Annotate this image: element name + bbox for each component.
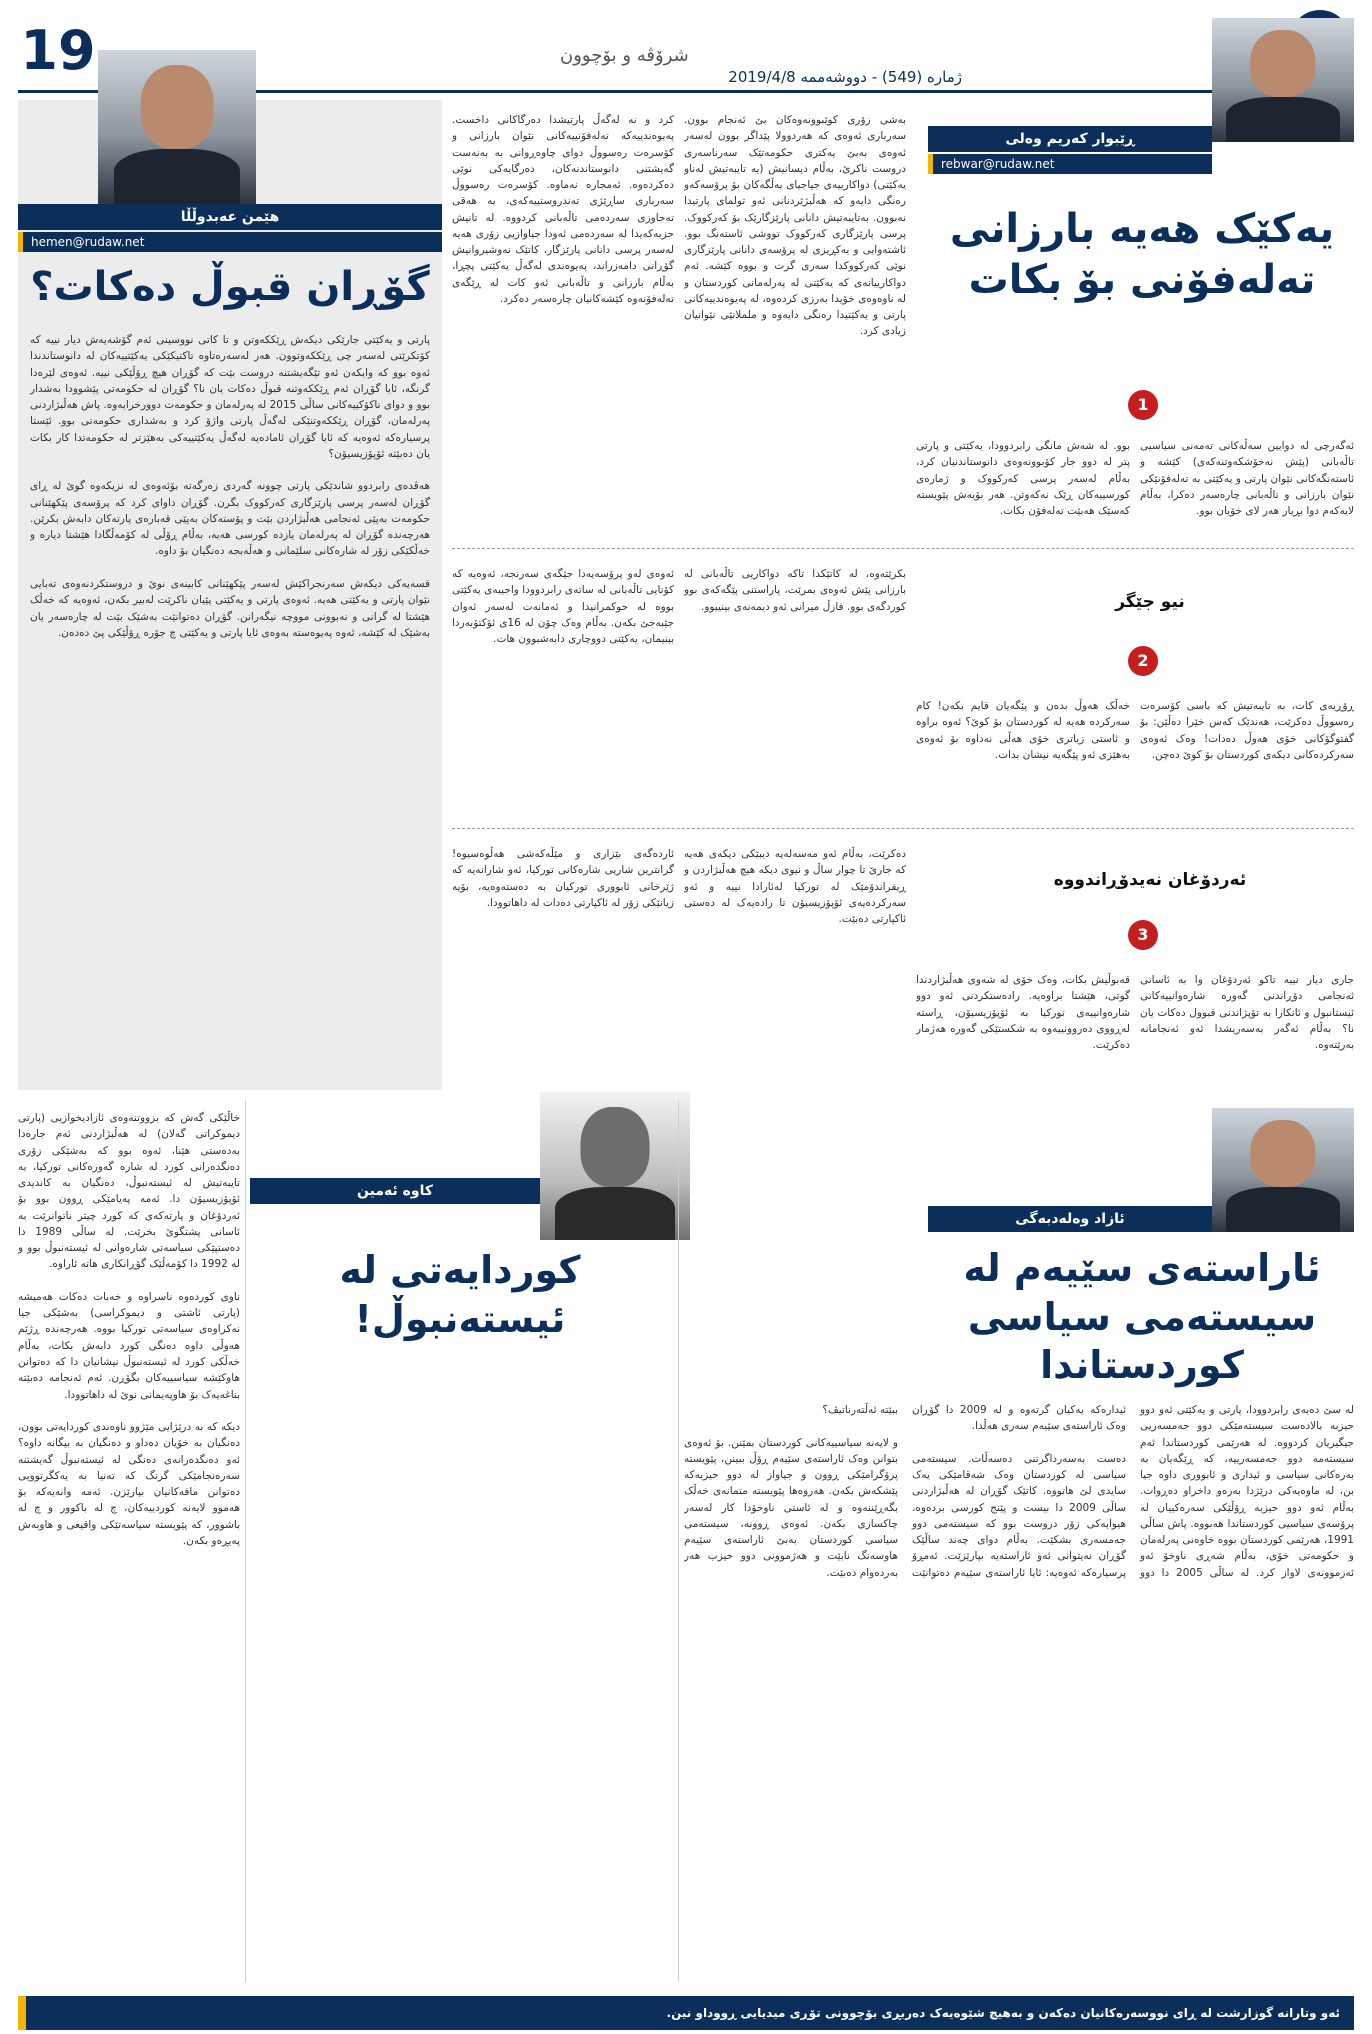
column-rule xyxy=(245,1100,246,1982)
article3-body-top xyxy=(684,1108,916,1392)
section-badge-1: 1 xyxy=(1128,390,1158,420)
article1-col-b: کرد و نە لەگەڵ پارتیشدا دەرگاکانی داخست. پەیوەندییەکە تەلەفۆنییەکانی نێوان بارزانی و کۆسرەت رەسووڵ دوای چاوەڕوانی بە بەنەست گەیشتنی دانوستاندنەکان، دەرگایەکی نوێی دەکردەوە. ئەمجارە نەماوە. کۆسرەت رەسووڵ سەرباری ساڕێژی تەندروستییەکەی، بە هەقی تەجاوزی سەردەمی تاڵەبانی کردووە. لە تانیش حزبەکەیدا لە سەردەمی ئەودا جیاوازیی زۆری هەیە لەسەر پرسی دانانی پارێزگار، کاتێک نەوشیروانیش گۆڕانی دامەزراند، پەیوەندی لەگەڵ یەکێتی پچڕا، بەڵام بارزانی و تاڵەبانی ئەو کات لە ڕێگەی تەلەفۆنەوە کێشەکانیان چارەسەر دەکرد. xyxy=(452,114,674,305)
article3-headline: ئاراستەی سێیەم لە سیستەمی سیاسی کوردستاندا xyxy=(963,1246,1321,1388)
author-photo-rebwar xyxy=(1212,18,1354,142)
article2-headline: گۆڕان قبوڵ دەکات؟ xyxy=(30,264,430,310)
article1-lead-left: بوو. لە شەش مانگی رابردوودا، یەکێتی و پارتی پتر لە دوو جار کۆبوونەوەی دانوستاندنیان کرد، بەڵام لەسەر پرسی کەرکووک و ژمارەی کورسییەکان ڕێک نەکەوتن. هەر بۆیەش پێویستە کەسێک هەبێت تەلەفۆن بکات. xyxy=(916,440,1130,518)
page-number: 19 xyxy=(18,22,98,80)
photo-torso xyxy=(1226,97,1340,142)
article3-body: لە سێ دەیەی رابردوودا، پارتی و یەکێتی ئەو دوو حیزبە بالادەست سیستەمێکی دوو جەمسەریی جیگیریان کردووە. لە هەرێمی کوردستاندا ئەم سیستەمە دوو جەمسەرییە، کە ڕێگەیان بە بەرەکانی سیاسی و ئیداری و ئابووری داوە جیا بن، لە ماوەیەکی درێژدا بەرەو داخراو دەڕوات. بەڵام ئەو دوو حیزبە ڕۆڵێکی سەرەکییان لە پرۆسەی سیاسیی کوردستاندا هەبووە. پاش ساڵی 1991، هەرێمی کوردستان بووە خاوەنی پەرلەمان و حکومەتی خۆی، بەڵام شەڕی ناوخۆ ئەو ئەزموونەی لاواز کرد. لە ساڵی 2005 دا دوو ئیدارەکە یەکیان گرتەوە و لە 2009 دا گۆڕان وەک ئاراستەی سێیەم سەری هەڵدا. دەست بەسەرداگرتنی دەسەڵات. سیستەمی سیاسی لە کوردستان وەک شەقامێکی یەک سایدی لێ هاتووە. کاتێک گۆڕان لە هەڵبژاردنی ساڵی 2009 دا بیست و پێنج کورسی بردەوە، هیوایەکی زۆر دروست بوو کە سیستەمی دوو جەمسەری بشکێت. بەڵام دوای چەند ساڵێک گۆڕان نەیتوانی ئەو ئاراستەیە بپارێزێت. ئەمڕۆ پرسیارەکە ئەوەیە: ئایا ئاراستەی سێیەم دەتوانێت ببێتە ئەڵتەرناتیڤ؟ و لایەنە سیاسییەکانی کوردستان بمێنن. بۆ ئەوەی بتوانن وەک ئاراستەی سێیەم ڕۆڵ ببینن، پێویستە پرۆگرامێکی ڕوون و جیاواز لە دوو حیزبەکە پێشکەش بکەن. هەروەها پێویستە متمانەی خەڵک بگەڕێننەوە و لە ئاستی ناوخۆدا کار لەسەر چاکسازی بکەن. ئەوەی ڕوونە، سیستەمی سیاسی کوردستان بەبێ ئاراستەی سێیەم هاوسەنگ نابێت و هەژموونی دوو حیزب هەر بەردەوام دەبێت. xyxy=(684,1404,1354,1579)
article1-lead-right: ئەگەرچی لە دوایین سەڵەکانی تەمەنی سیاسیی تاڵەبانی (پێش نەخۆشکەوتنەکەی) کێشە و ئاستەنگەکانی نێوان پارتی و یەکێتی بە تەلەفۆنێکی نێوان بارزانی و تاڵەبانی چارەسەر دەکرا، بەڵام لایەکەم دوا بڕیار هەر لای خۆیان بوو. xyxy=(1140,440,1354,518)
sub3-mid-text: قەبوڵیش بکات، وەک خۆی لە شەوی هەڵبژاردندا گوتی، هێشتا براوەیە. رادەستکردنی ئەو دوو شارەوانییەی تورکیا بە ئۆپۆزیسیۆن، ڕاستە لەڕووی دەروونییەوە بە شکستێکی گەورە هەژمار دەکرێت. xyxy=(916,974,1130,1052)
author-name-bar: ئازاد وەلەدبەگی xyxy=(928,1206,1212,1232)
footer-accent xyxy=(18,1996,26,2030)
section-title: شرۆڤە و بۆچوون xyxy=(560,45,689,66)
photo-head xyxy=(1250,30,1315,97)
sub3-right-text: جاری دیار نییە تاکو ئەردۆغان وا بە ئاسانی ئەنجامی دۆڕاندنی گەورە شارەوانییەکانی ئیستانبول و ئانکارا بە تۆپژاندنی قبوول دەکات یان نا؟ بەڵام ئەگەر بەسەریشدا ئەو ئەنجامانە بەرێتەوە. xyxy=(1140,974,1354,1052)
photo-head xyxy=(581,1107,650,1187)
photo-torso xyxy=(1226,1187,1340,1232)
divider-2 xyxy=(452,828,1354,829)
subhead-3: ئەردۆغان نەیدۆڕاندووە xyxy=(1053,870,1247,890)
author-name-bar: کاوە ئەمین xyxy=(250,1178,540,1204)
author-name-bar: هێمن عەبدوڵڵا xyxy=(18,204,442,230)
article2-body: پارتی و یەکێتی جارێکی دیکەش ڕێککەوتن و تا کاتی نووسینی ئەم گۆشەیەش دیار نییە کە کۆتکرێتی لەسەر چی ڕێککەوتوون. هەر لەسەرەتاوە تاکتیکێکی یەکێتییەکان لە دانوستاندندا ئەوە بوو کە وایکەن ئەو تێگەیشتنە دروست بێت کە گۆڕان هیچ ڕۆڵێکی نییە. ئەوەی لێرەدا گرنگە، ئایا گۆڕان ئەم ڕێککەوتنە قبوڵ دەکات یان نا؟ گۆڕان لە حکومەتی پێشوودا بەشدار بوو و دوای ناکۆکییەکانی ساڵی 2015 لە پەرلەمان و حکومەت دوورخرایەوە. پاش هەڵبژاردنی پەرلەمان، گۆڕان ڕێککەوتنێکی لەگەڵ پارتی واژۆ کرد و بەشداری حکومەتی بوو. ئێستا پرسیارەکە ئەوەیە کە ئایا گۆڕان ئامادەیە لەگەڵ یەکێتییەکی بەهێزتر لە حکومەتدا کار بکات یان دەبێتە ئۆپۆزیسیۆن؟ هەڤدەی رابردوو شاندێکی پارتی چوونە گەردی زەرگەتە بۆئەوەی لە نزیکەوە گوێ لە ڕای گۆڕان لەسەر پرسی پارێزگاری کەرکووک بگرن. گۆڕان داوای کرد کە پرۆسەی پێکهێنانی حکومەت بەپێی ئەنجامی هەڵبژاردن بێت و پۆستەکان بەپێی قەبارەی پارتەکان دابەش بکرێن. هەرچەندە گۆڕان لە پەرلەمان یازدە کورسی هەیە، بەڵام ڕۆڵی لە کۆمەڵگادا هێشتا دیارە و خەڵکێکی زۆر لە شارەکانی سلێمانی و هەڵەبجە دەنگیان بۆ داوە. قسەیەکی دیکەش سەرنجراکێش لەسەر پێکهێنانی کابینەی نوێ و دروستکردنەوەی تەبایی نێوان پارتی و یەکێتی هەیە. ئەوەی پارتی و یەکێتی پێیان ناکرێت لەبیر بکەن، ئەوەیە کە خەڵک هێشتا لە گرانی و نەبوونی مووچە نیگەرانن. گۆڕان دەتوانێت بەشێک بێت لە چارەسەر یان بەشێک لە کێشە، ئەوە پەیوەستە بەوەی ئایا پارتی و یەکێتی چ جۆرە ڕۆڵێکی پێ دەدەن. xyxy=(30,334,430,639)
issue-line: ژمارە (549) - دووشەممە 2019/4/8 xyxy=(728,68,962,86)
photo-head xyxy=(1250,1120,1315,1187)
sub2-col-b: ئەوەی لەو پرۆسەیەدا جێگەی سەرنجە، ئەوەیە کە کۆتایی تاڵەبانی لە ساتەی رابردوودا واجیبەی یەکێتی بووە لە حوکمرانیدا و ئەمانەت لەسەر ئەوان جێبەجێ بکەن. بەڵام وەک چۆن لە 16ی ئۆکتۆبەردا بینیمان، یەکێتی دووچاری دابەشبوون هات. xyxy=(452,568,674,646)
sub2-right-text: ڕۆڕیەی کات، بە تایبەتیش کە باسی کۆسرەت رەسووڵ دەکرێت، هەندێک کەس خێرا دەڵێن: بۆ گفتوگۆکانی خۆی هەوڵ دەدات! وەک ئەوەی سەرکردەکانی دیکەی کوردستان بۆ کوێ دەچن. xyxy=(1140,700,1354,761)
sub3-col-a: دەکرێت، بەڵام ئەو مەسەلەیە دیبێکی دیکەی هەیە کە جارێ تا چوار ساڵ و نیوی دیکە هیچ هەڵبژاردن و ڕیفراندۆمێک لە تورکیا لەئارادا نییە و ئەو سەرکردەیەی ئۆپۆزیسیۆن تا رادەیەک لە دەستی ئاکپارتی دەبێت. xyxy=(684,848,906,926)
author-email: hemen@rudaw.net xyxy=(18,232,442,252)
author-photo-kawa xyxy=(540,1092,690,1240)
article4-headline: کوردایەتی لە ئیستەنبوڵ! xyxy=(339,1248,581,1341)
column-rule xyxy=(678,1100,679,1982)
photo-torso xyxy=(555,1187,675,1240)
article4-body-b xyxy=(250,1306,674,1982)
photo-head xyxy=(141,65,214,148)
author-email: rebwar@rudaw.net xyxy=(928,154,1212,174)
divider-1 xyxy=(452,548,1354,549)
author-name-bar: ڕێبوار کەریم وەلی xyxy=(928,126,1212,152)
photo-torso xyxy=(114,149,240,204)
subhead-2: نیو جێگر xyxy=(1115,592,1185,612)
article4-body: خاڵێکی گەش کە بزووتنەوەی ئازادیخوازیی (پارتی دیموکراتی گەلان) لە هەڵبژاردنی ئەم جارەدا بەدەستی هێنا، ئەوە بوو کە بەشێکی زۆری دەنگدەرانی کورد لە شارە گەورەکانی تورکیا، بە تایبەتیش لە ئیستەنبوڵ، دەنگیان بە کاندیدی ئۆپۆزیسیۆن دا. ئەمە پەیامێکی ڕوون بوو بۆ ئەردۆغان و پارتەکەی کە کورد چیتر ناتوانرێت بە ئاسانی پشتگوێ بخرێت. لە ساڵی 1989 دا دەستپێکی سیاسەتی شارەوانی لە ئیستەنبوڵ بوو و لە 1992 دا کۆمەڵێک گۆڕانکاری هاتە ئاراوە. ناوی کوردەوە ناسراوە و خەبات دەکات هەمیشە (پارتی ئاشتی و دیموکراسی) بەشێکی جیا نەکراوەی سیاسەتی تورکیا بووە. هەرچەندە ڕژێم هەوڵی داوە دەنگی کورد دابەش بکات، بەڵام خەڵکی کورد لە ئیستەنبوڵ نیشانیان دا کە دەتوانن هاوکێشە سیاسییەکان بگۆڕن. ئەم ئەنجامە دەبێتە بناغەیەک بۆ هاوپەیمانی نوێ لە داهاتوودا. دیکە کە بە درێژایی مێژوو ناوەندی کوردایەتی بوون، دەنگیان بە خۆیان دەداو و دەنگیان بە بیگانە داوە؟ ئەو دەنگدەرانەی دەنگی لە ئیستەنبوڵ گەیشتنە سەرەنجامێکی گرنگ کە تەنیا بە یەکگرتوویی دەتوانن مافەکانیان بپارێزن. ئەمە وانەیەکە بۆ هەموو لایەنە کوردییەکان، چ لە باکوور و چ لە باشوور، کە پێویستە سیاسەتێکی واقیعی و هاوبەش پەیڕەو بکەن. xyxy=(18,1112,240,1547)
sub2-col-a: بکرێتەوە، لە کاتێکدا تاکە دواکاریی تاڵەبانی لە بارزانی پێش ئەوەی بمرێت، پاراستنی پێگەکەی بوو کوردگەی بوو. فازڵ میرانی ئەو دیمەنەی بینیبوو. xyxy=(684,568,906,613)
article1-col-a: بەشی زۆری کوێبوونەوەکان بێ ئەنجام بوون. سەرباری ئەوەی کە هەردوولا پێداگر بوون لەسەر ئەوەی بەبێ یەکتری حکومەتێک سەرناسەری دروست ناکرێ، بەڵام دیسانیش (یە تایبەتیش لەناو یەکێتی) دواکارییەی جیاجیای بەڵگەکان بۆ پرۆسەکەو رەنگی دایەو کە هەڵبژێردنانی ئەو تولمای پارتیدا نەبوون. بەتایبەتیش دانانی پارێزگارێک بۆ کەرکووک. پرسی پارێزگاری کەرکووک تووشی ئاستەنگ بوو. ئاشتەوایی و یەکڕیزی لە پرۆسەی دانانی پارێزگاری نوێی کەرکووکدا سەری گرت و بووە کێشە. ئەم دواکارییانەی کە یەکێتی لە پەرلەمانی کوردستان و لە ناوەوەی خۆیدا بەرزی کردەوە، لە پەیوەندییەکانی پارتی و یەکێتیدا رەنگی دایەوە و ململانێی نێوانیان زیادی کرد. xyxy=(684,114,906,338)
section-badge-2: 2 xyxy=(1128,646,1158,676)
author-photo-azad xyxy=(1212,1108,1354,1232)
section-badge-3: 3 xyxy=(1128,920,1158,950)
article1-headline: یەکێک هەیە بارزانی تەلەفۆنی بۆ بکات xyxy=(949,206,1335,304)
footer-disclaimer: ئەو وتارانە گوزارشت لە ڕای نووسەرەکانیان دەکەن و بەهیچ شێوەیەک دەربڕی بۆچوونی تۆڕی میدیایی ڕووداو نین. xyxy=(18,1996,1354,2030)
sub3-col-b: ئاردەگەی بێزاری و مێڵەکەشی هەڵوەسیوە! گرانترین شاریی شارەکانی تورکیا، ئەو شارانەیە کە ژێرخانی ئابووری تورکیان بە دەستەوەیە، بۆیە زیانێکی زۆر لە ئاکپارتی دەدات لە داهاتوودا. xyxy=(452,848,674,909)
author-photo-hemen xyxy=(98,50,256,204)
sub2-mid-text: خەڵک هەوڵ بدەن و پێگەیان قایم بکەن! کام سەرکردە هەیە لە کوردستان بۆ کوێ؟ ئەوە براوە و ئاستی زیاتری خۆی هەڵی نەداوە بۆ ئەوەی بەهێزی ئەو پێگەیە نیشان بدات. xyxy=(916,700,1130,761)
